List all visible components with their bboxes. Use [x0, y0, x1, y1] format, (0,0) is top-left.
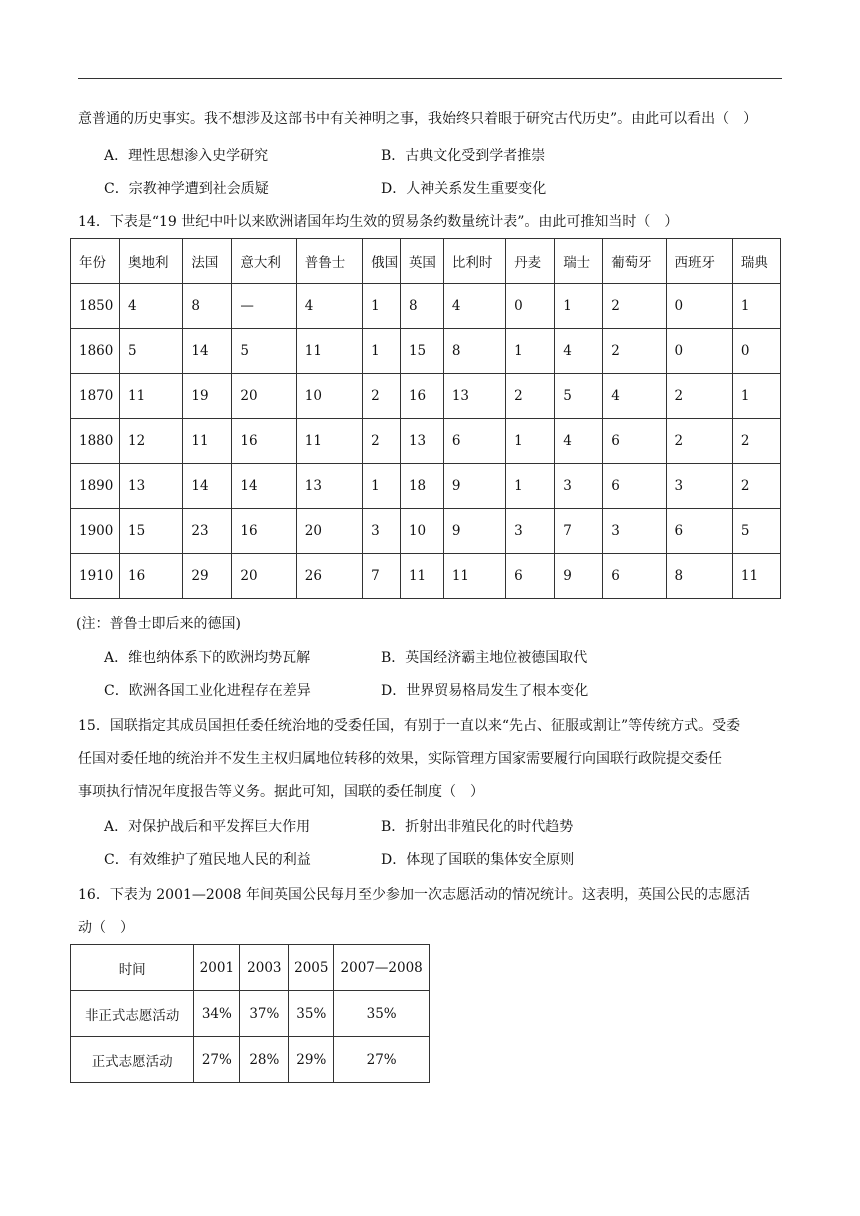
- q14-note: (注：普鲁士即后来的德国): [76, 616, 241, 632]
- q14-table-cell: 2: [666, 374, 732, 419]
- q14-table-cell: 1: [555, 284, 603, 329]
- q14-table-cell: 23: [183, 509, 232, 554]
- q14-table-cell: 13: [400, 419, 443, 464]
- q14-table-row: [71, 329, 781, 374]
- q16-table-cell: 27%: [334, 1037, 430, 1083]
- q14-table-cell: 1: [732, 284, 780, 329]
- q14-table-cell: 1: [506, 419, 555, 464]
- q14-table-cell: 6: [443, 419, 505, 464]
- q14-table-cell: 16: [400, 374, 443, 419]
- q14-table-cell: 2: [363, 374, 401, 419]
- q15-stem-line-1: 15．国联指定其成员国担任委任统治地的受委任国，有别于一直以来“先占、征服或割让”等传统方式。受委: [78, 718, 741, 734]
- q14-table-cell: 14: [183, 329, 232, 374]
- q14-table-cell: 0: [666, 284, 732, 329]
- q14-option-d: D．世界贸易格局发生了根本变化: [381, 683, 589, 699]
- q14-table-cell: 4: [120, 284, 183, 329]
- q13-option-b: B．古典文化受到学者推崇: [381, 148, 546, 164]
- q14-table-cell: 20: [232, 554, 296, 599]
- q14-table-cell: 8: [666, 554, 732, 599]
- q14-table-cell: 8: [443, 329, 505, 374]
- q14-table-header-cell: 比利时: [443, 239, 505, 284]
- q14-option-b: B．英国经济霸主地位被德国取代: [381, 650, 588, 666]
- q15-option-a: A．对保护战后和平发挥巨大作用: [104, 819, 311, 835]
- q14-table-cell: 1: [363, 284, 401, 329]
- q14-table-cell: 18: [400, 464, 443, 509]
- q14-table-cell: 11: [443, 554, 505, 599]
- q14-table-cell: 15: [400, 329, 443, 374]
- q14-table-cell: 8: [400, 284, 443, 329]
- q14-table-cell: 8: [183, 284, 232, 329]
- q14-table-header-cell: 瑞士: [555, 239, 603, 284]
- q14-table-row: [71, 284, 781, 329]
- q14-table-row: [71, 554, 781, 599]
- q14-table-cell: 2: [666, 419, 732, 464]
- q14-table-cell: 1: [732, 374, 780, 419]
- q14-table-cell: 1: [506, 464, 555, 509]
- q13-option-d: D．人神关系发生重要变化: [381, 181, 547, 197]
- q14-table-cell: 1910: [71, 554, 120, 599]
- q14-table-cell: 1870: [71, 374, 120, 419]
- q14-table-cell: 1900: [71, 509, 120, 554]
- q14-table-header-cell: 丹麦: [506, 239, 555, 284]
- q13-option-a: A．理性思想渗入史学研究: [104, 148, 269, 164]
- q14-table-row: [71, 419, 781, 464]
- q14-table-cell: 4: [603, 374, 666, 419]
- q14-table-cell: 2: [732, 464, 780, 509]
- q14-table-cell: 7: [555, 509, 603, 554]
- q16-table-header-row: [71, 945, 430, 991]
- q14-table-cell: 3: [666, 464, 732, 509]
- q14-table-cell: 10: [296, 374, 362, 419]
- q16-table-header-cell: 2003: [240, 945, 289, 991]
- q14-table-cell: 2: [363, 419, 401, 464]
- q14-table-cell: 11: [732, 554, 780, 599]
- q14-table-cell: 0: [506, 284, 555, 329]
- q15-option-c: C．有效维护了殖民地人民的利益: [104, 852, 311, 868]
- q14-table-cell: —: [232, 284, 296, 329]
- q14-table-cell: 29: [183, 554, 232, 599]
- q14-table-cell: 0: [732, 329, 780, 374]
- q16-stem-line-1: 16．下表为 2001—2008 年间英国公民每月至少参加一次志愿活动的情况统计。这表明，英国公民的志愿活: [78, 887, 750, 903]
- q14-table-cell: 19: [183, 374, 232, 419]
- q14-table-cell: 13: [443, 374, 505, 419]
- q14-table-header-cell: 意大利: [232, 239, 296, 284]
- q14-table-cell: 2: [506, 374, 555, 419]
- q16-stem-line-2: 动（ ）: [78, 920, 134, 936]
- q16-table-cell: 正式志愿活动: [71, 1037, 194, 1083]
- q14-table-cell: 3: [603, 509, 666, 554]
- q14-table-cell: 5: [555, 374, 603, 419]
- q14-table-row: [71, 464, 781, 509]
- q16-table-cell: 34%: [194, 991, 240, 1037]
- q16-table-cell: 35%: [334, 991, 430, 1037]
- q14-table-header-cell: 普鲁士: [296, 239, 362, 284]
- q14-table-header-cell: 法国: [183, 239, 232, 284]
- q14-table-cell: 6: [603, 419, 666, 464]
- q16-table-header-cell: 2005: [289, 945, 334, 991]
- q14-table-cell: 16: [120, 554, 183, 599]
- q14-table-cell: 6: [506, 554, 555, 599]
- q14-table-cell: 11: [183, 419, 232, 464]
- q13-option-c: C．宗教神学遭到社会质疑: [104, 181, 269, 197]
- q14-table-cell: 5: [232, 329, 296, 374]
- q16-volunteer-table: [70, 944, 430, 1083]
- q14-table-cell: 1860: [71, 329, 120, 374]
- q14-table-cell: 16: [232, 419, 296, 464]
- q14-table-cell: 14: [232, 464, 296, 509]
- q14-stem: 14．下表是“19 世纪中叶以来欧洲诸国年均生效的贸易条约数量统计表”。由此可推知当时（ ）: [78, 214, 679, 230]
- q14-table-cell: 1: [363, 464, 401, 509]
- q14-table-cell: 12: [120, 419, 183, 464]
- q14-table-cell: 4: [443, 284, 505, 329]
- q14-table-cell: 5: [732, 509, 780, 554]
- q14-table-cell: 6: [603, 554, 666, 599]
- q14-table-cell: 4: [555, 419, 603, 464]
- q14-table-cell: 1880: [71, 419, 120, 464]
- q14-table-cell: 9: [443, 464, 505, 509]
- q14-table-cell: 9: [443, 509, 505, 554]
- q14-table-cell: 6: [603, 464, 666, 509]
- q14-table-header-cell: 瑞典: [732, 239, 780, 284]
- q16-table-row: [71, 991, 430, 1037]
- q14-table-header-cell: 奥地利: [120, 239, 183, 284]
- q16-table-header-cell: 时间: [71, 945, 194, 991]
- q16-table-header-cell: 2001: [194, 945, 240, 991]
- q16-table-cell: 非正式志愿活动: [71, 991, 194, 1037]
- q14-table-row: [71, 509, 781, 554]
- q14-table-header-cell: 英国: [400, 239, 443, 284]
- q14-table-header-cell: 西班牙: [666, 239, 732, 284]
- q14-table-cell: 11: [296, 419, 362, 464]
- q14-table-cell: 13: [296, 464, 362, 509]
- q14-trade-treaty-table: [70, 238, 781, 599]
- q14-table-header-cell: 年份: [71, 239, 120, 284]
- q14-table-cell: 3: [363, 509, 401, 554]
- q14-table-cell: 14: [183, 464, 232, 509]
- q16-table-cell: 28%: [240, 1037, 289, 1083]
- q14-option-c: C．欧洲各国工业化进程存在差异: [104, 683, 311, 699]
- q14-table-header-row: [71, 239, 781, 284]
- q14-table-cell: 16: [232, 509, 296, 554]
- q15-option-b: B．折射出非殖民化的时代趋势: [381, 819, 574, 835]
- q13-stem-continuation: 意普通的历史事实。我不想涉及这部书中有关神明之事，我始终只着眼于研究古代历史”。由此可以看出（ ）: [78, 111, 758, 127]
- q14-table-cell: 1: [506, 329, 555, 374]
- q14-table-cell: 3: [555, 464, 603, 509]
- q14-table-cell: 11: [296, 329, 362, 374]
- q16-table-row: [71, 1037, 430, 1083]
- q14-table-cell: 1850: [71, 284, 120, 329]
- q14-table-cell: 1890: [71, 464, 120, 509]
- q14-table-header-cell: 葡萄牙: [603, 239, 666, 284]
- q14-table-cell: 6: [666, 509, 732, 554]
- q16-table-header-cell: 2007—2008: [334, 945, 430, 991]
- q14-table-cell: 5: [120, 329, 183, 374]
- q14-table-row: [71, 374, 781, 419]
- q16-table-cell: 29%: [289, 1037, 334, 1083]
- q14-table-cell: 4: [555, 329, 603, 374]
- q14-table-cell: 13: [120, 464, 183, 509]
- q14-table-cell: 2: [603, 284, 666, 329]
- q14-table-cell: 2: [732, 419, 780, 464]
- q16-table-cell: 35%: [289, 991, 334, 1037]
- q14-option-a: A．维也纳体系下的欧洲均势瓦解: [104, 650, 311, 666]
- q14-table-cell: 20: [232, 374, 296, 419]
- q14-table-cell: 15: [120, 509, 183, 554]
- q14-table-cell: 9: [555, 554, 603, 599]
- q14-table-cell: 10: [400, 509, 443, 554]
- q14-table-cell: 0: [666, 329, 732, 374]
- q14-table-cell: 1: [363, 329, 401, 374]
- q14-table-cell: 11: [120, 374, 183, 419]
- header-rule: [78, 78, 782, 79]
- q15-stem-line-2: 任国对委任地的统治并不发生主权归属地位转移的效果，实际管理方国家需要履行向国联行政院提交委任: [78, 751, 722, 767]
- q16-table-cell: 27%: [194, 1037, 240, 1083]
- q14-table-cell: 20: [296, 509, 362, 554]
- q15-option-d: D．体现了国联的集体安全原则: [381, 852, 575, 868]
- q15-stem-line-3: 事项执行情况年度报告等义务。据此可知，国联的委任制度（ ）: [78, 784, 484, 800]
- q14-table-cell: 3: [506, 509, 555, 554]
- q14-table-cell: 2: [603, 329, 666, 374]
- q16-table-cell: 37%: [240, 991, 289, 1037]
- q14-table-cell: 26: [296, 554, 362, 599]
- q14-table-cell: 4: [296, 284, 362, 329]
- q14-table-cell: 11: [400, 554, 443, 599]
- q14-table-cell: 7: [363, 554, 401, 599]
- q14-table-header-cell: 俄国: [363, 239, 401, 284]
